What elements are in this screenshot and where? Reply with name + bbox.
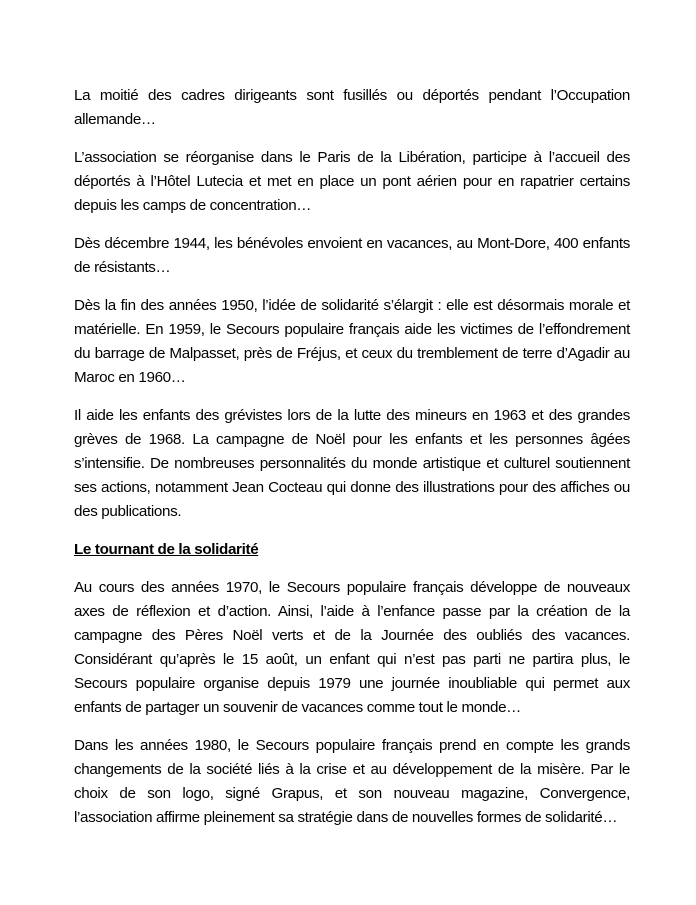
paragraph-liberation: L’association se réorganise dans le Paris de la Libération, participe à l’accueil des déportés à l’Hôtel Lutecia et met en place un pont aérien pour en rapatrier certains depuis les camps de concentration… bbox=[74, 149, 630, 214]
paragraph-1960s: Il aide les enfants des grévistes lors de la lutte des mineurs en 1963 et des grandes grèves de 1968. La campagne de Noël pour les enfants et les personnes âgées s’intensifie. De nombreuses personnalités du monde artistique et culturel soutiennent ses actions, notamment Jean Cocteau qui donne des illustrations pour des affiches ou des publications. bbox=[74, 407, 630, 520]
paragraph-1950s: Dès la fin des années 1950, l’idée de solidarité s’élargit : elle est désormais morale et matérielle. En 1959, le Secours populaire français aide les victimes de l’effondrement du barrage de Malpasset, près de Fréjus, et ceux du tremblement de terre d’Agadir au Maroc en 1960… bbox=[74, 297, 630, 386]
paragraph-occupation: La moitié des cadres dirigeants sont fusillés ou déportés pendant l’Occupation allemande… bbox=[74, 87, 630, 128]
paragraph-1980s: Dans les années 1980, le Secours populaire français prend en compte les grands changements de la société liés à la crise et au développement de la misère. Par le choix de son logo, signé Grapus, et son nouveau magazine, Convergence, l’association affirme pleinement sa stratégie dans de nouvelles formes de solidarité… bbox=[74, 737, 630, 826]
section-heading: Le tournant de la solidarité bbox=[74, 541, 259, 558]
paragraph-mont-dore: Dès décembre 1944, les bénévoles envoient en vacances, au Mont-Dore, 400 enfants de résistants… bbox=[74, 235, 630, 276]
paragraph-1970s: Au cours des années 1970, le Secours populaire français développe de nouveaux axes de réflexion et d’action. Ainsi, l’aide à l’enfance passe par la création de la campagne des Pères Noël verts et de la Journée des oubliés des vacances. Considérant qu’après le 15 août, un enfant qui n’est pas parti ne partira plus, le Secours populaire organise depuis 1979 une journée inoubliable qui permet aux enfants de partager un souvenir de vacances comme tout le monde… bbox=[74, 579, 630, 716]
